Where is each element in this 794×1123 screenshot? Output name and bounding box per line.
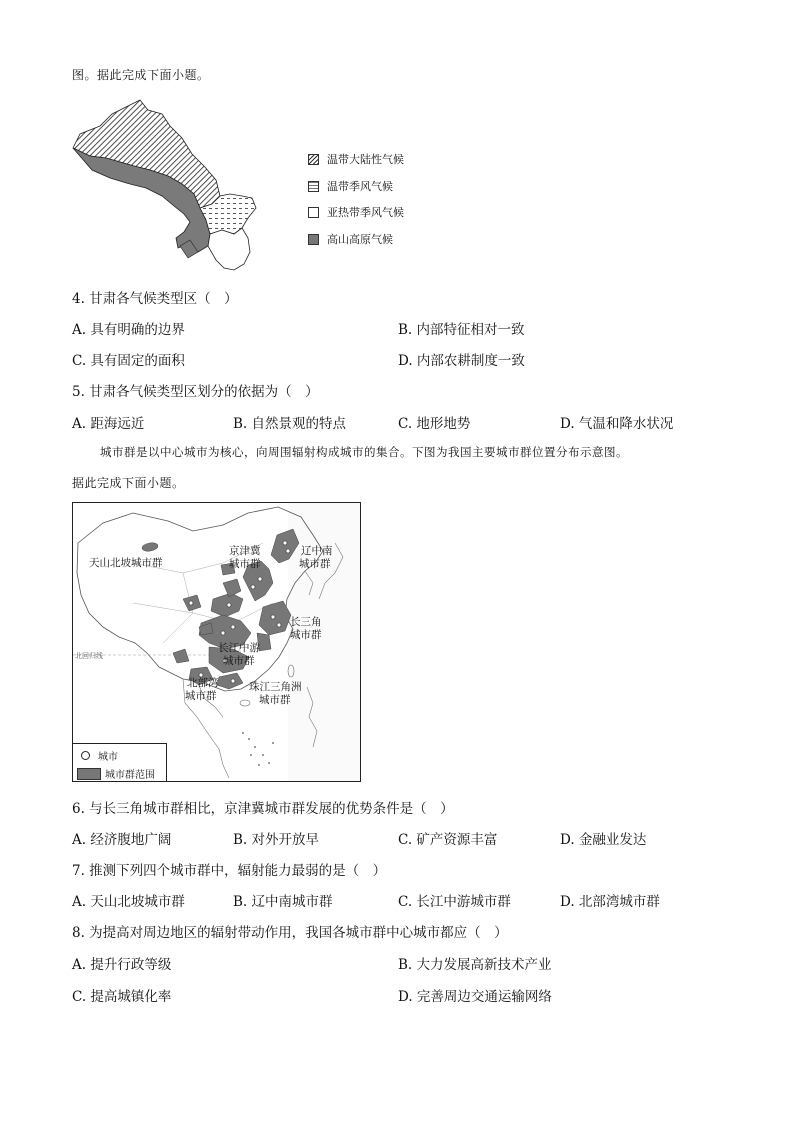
cluster-swatch-icon [77,768,101,780]
q8-option-d[interactable]: D. 完善周边交通运输网络 [398,989,552,1005]
q6-option-d[interactable]: D. 金融业发达 [560,832,647,848]
legend-label-city: 城市 [98,752,118,763]
legend-item-highland [308,231,393,247]
q8-option-b[interactable]: B. 大力发展高新技术产业 [398,957,552,973]
q6-option-c[interactable]: C. 矿产资源丰富 [398,832,498,848]
gansu-climate-map [70,96,280,276]
intro-text-2: 城市群是以中心城市为核心，向周围辐射构成城市的集合。下图为我国主要城市群位置分布示意图。 [100,445,628,459]
white-swatch-icon [308,207,319,218]
legend-item-cluster [77,766,155,781]
legend-item-subtropical-monsoon [308,204,404,220]
q7-option-a[interactable]: A. 天山北坡城市群 [72,894,185,910]
label-changjiang-1: 长江中游 [218,642,260,654]
label-zhujiang-2: 城市群 [259,694,291,706]
label-liaozhongnan-2: 城市群 [299,558,331,570]
label-changsanjiao-2: 城市群 [290,629,322,641]
q8-option-a[interactable]: A. 提升行政等级 [72,957,172,973]
hatch-swatch-icon [308,154,319,165]
q7-option-b[interactable]: B. 辽中南城市群 [233,894,333,910]
question-8-stem: 8. 为提高对周边地区的辐射带动作用，我国各城市群中心城市都应（ ） [72,925,508,941]
q7-option-c[interactable]: C. 长江中游城市群 [398,894,511,910]
intro-text-1: 图。据此完成下面小题。 [72,68,210,82]
label-jingjinji-2: 城市群 [229,558,261,570]
label-changjiang-2: 城市群 [223,655,255,667]
question-5-stem: 5. 甘肃各气候类型区划分的依据为（ ） [72,384,319,400]
q5-option-c[interactable]: C. 地形地势 [398,416,471,432]
legend-label: 温带大陆性气候 [327,153,404,166]
legend-label: 亚热带季风气候 [327,206,404,219]
q6-option-a[interactable]: A. 经济腹地广阔 [72,832,172,848]
label-tropic-line: 北回归线 [75,652,103,660]
city-cluster-map [72,502,361,782]
q7-option-d[interactable]: D. 北部湾城市群 [560,894,660,910]
q6-option-b[interactable]: B. 对外开放早 [233,832,320,848]
legend-label: 温带季风气候 [327,180,393,193]
q5-option-a[interactable]: A. 距海远近 [72,416,145,432]
dash-swatch-icon [308,181,319,192]
label-zhujiang-1: 珠江三角洲 [249,681,302,693]
label-changsanjiao-1: 长三角 [290,616,322,628]
label-liaozhongnan-1: 辽中南 [301,545,333,557]
city-dot-icon [81,751,90,760]
q4-option-a[interactable]: A. 具有明确的边界 [72,322,185,338]
q4-option-d[interactable]: D. 内部农耕制度一致 [398,353,525,369]
gray-swatch-icon [308,234,319,245]
label-beibuwan-2: 城市群 [185,690,217,702]
question-7-stem: 7. 推测下列四个城市群中，辐射能力最弱的是（ ） [72,863,387,879]
q5-option-b[interactable]: B. 自然景观的特点 [233,416,347,432]
legend-item-temperate-continental [308,151,404,167]
legend-label: 高山高原气候 [327,233,393,246]
question-4-stem: 4. 甘肃各气候类型区（ ） [72,291,238,307]
question-6-stem: 6. 与长三角城市群相比，京津冀城市群发展的优势条件是（ ） [72,801,454,817]
q5-option-d[interactable]: D. 气温和降水状况 [560,416,674,432]
label-beibuwan-1: 北部湾 [187,677,219,689]
label-jingjinji-1: 京津冀 [229,545,261,557]
q4-option-b[interactable]: B. 内部特征相对一致 [398,322,525,338]
intro-text-3: 据此完成下面小题。 [72,476,185,490]
label-tianshan: 天山北坡城市群 [89,557,163,569]
legend-item-temperate-monsoon [308,178,393,194]
legend-item-city [81,748,118,763]
q4-option-c[interactable]: C. 具有固定的面积 [72,353,185,369]
legend-label-cluster: 城市群范围 [105,770,155,781]
q8-option-c[interactable]: C. 提高城镇化率 [72,989,172,1005]
map-legend [73,743,167,782]
